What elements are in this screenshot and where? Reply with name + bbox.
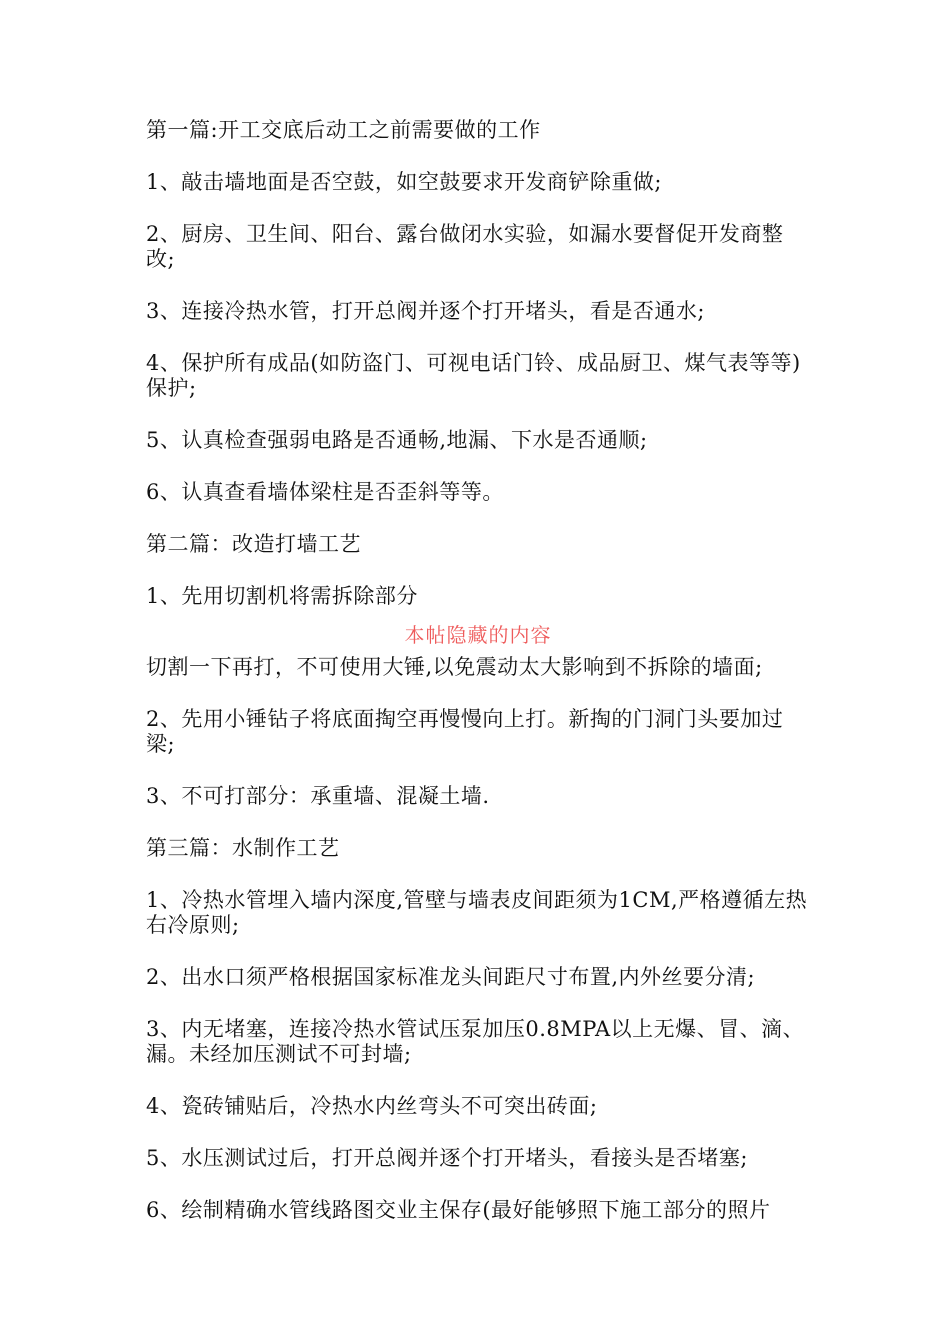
section-2-title: 第二篇：改造打墙工艺 xyxy=(146,532,361,556)
section-1-item-4: 4、保护所有成品(如防盗门、可视电话门铃、成品厨卫、煤气表等等) 保护; xyxy=(146,351,801,400)
section-1-item-3: 3、连接冷热水管，打开总阀并逐个打开堵头，看是否通水; xyxy=(146,299,705,323)
document-body xyxy=(146,118,810,1250)
hidden-content-notice: 本帖隐藏的内容 xyxy=(404,623,552,647)
section-1-title: 第一篇:开工交底后动工之前需要做的工作 xyxy=(146,118,541,142)
section-2-item-3: 3、不可打部分：承重墙、混凝土墙. xyxy=(146,784,490,808)
section-3-item-2: 2、出水口须严格根据国家标准龙头间距尺寸布置,内外丝要分清; xyxy=(146,965,756,989)
section-1-item-6: 6、认真查看墙体梁柱是否歪斜等等。 xyxy=(146,480,504,504)
section-3-item-1: 1、冷热水管埋入墙内深度,管壁与墙表皮间距须为1CM,严格遵循左热右冷原则; xyxy=(146,888,808,937)
section-2-item-1: 1、先用切割机将需拆除部分 xyxy=(146,584,418,608)
section-1-item-5: 5、认真检查强弱电路是否通畅,地漏、下水是否通顺; xyxy=(146,428,648,452)
section-3-item-5: 5、水压测试过后，打开总阀并逐个打开堵头，看接头是否堵塞; xyxy=(146,1146,748,1170)
section-3-item-6: 6、绘制精确水管线路图交业主保存(最好能够照下施工部分的照片 xyxy=(146,1198,771,1222)
section-3-item-4: 4、瓷砖铺贴后，冷热水内丝弯头不可突出砖面; xyxy=(146,1094,598,1118)
section-2-continued: 切割一下再打，不可使用大锤,以免震动太大影响到不拆除的墙面; xyxy=(146,655,763,679)
section-2-item-2: 2、先用小锤钻子将底面掏空再慢慢向上打。新掏的门洞门头要加过梁; xyxy=(146,707,784,756)
section-3-title: 第三篇：水制作工艺 xyxy=(146,836,340,860)
section-3-item-3: 3、内无堵塞，连接冷热水管试压泵加压0.8MPA以上无爆、冒、滴、漏。未经加压测试不可封墙; xyxy=(146,1017,805,1066)
section-1-item-2: 2、厨房、卫生间、阳台、露台做闭水实验，如漏水要督促开发商整改; xyxy=(146,222,784,271)
section-1-item-1: 1、敲击墙地面是否空鼓，如空鼓要求开发商铲除重做; xyxy=(146,170,662,194)
